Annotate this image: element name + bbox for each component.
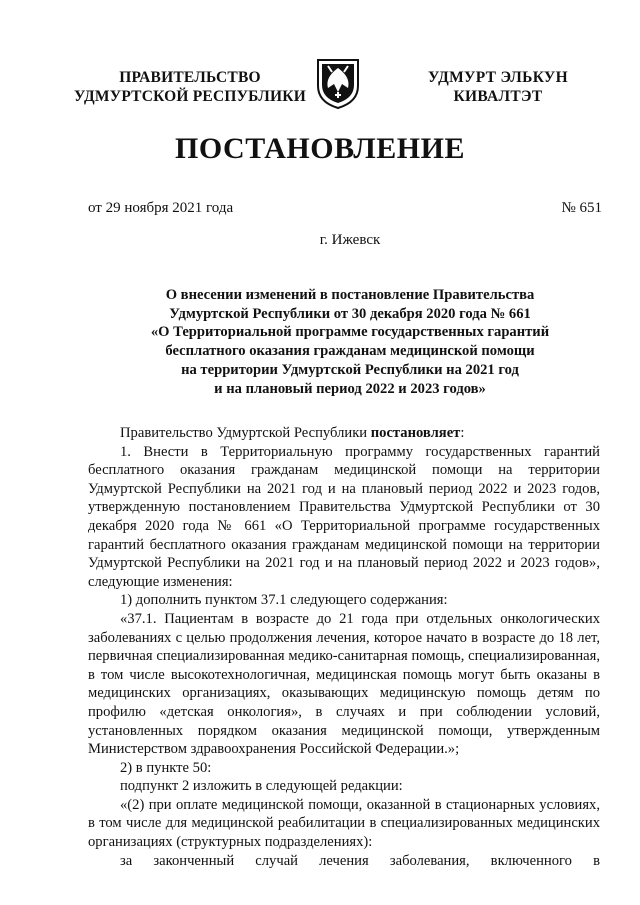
intro-resolves: постановляет [370, 425, 461, 441]
body-paragraph: за законченный случай лечения заболевания, включенного в [120, 852, 600, 869]
government-name-udmurt-line2: КИВАЛТЭТ [453, 88, 543, 105]
document-city: г. Ижевск [319, 232, 381, 248]
government-name-line2: УДМУРТСКОЙ РЕСПУБЛИКИ [74, 88, 306, 105]
coat-of-arms-icon [314, 56, 362, 110]
body-paragraph: 2) в пункте 50: [120, 759, 212, 776]
body-paragraph: 1) дополнить пунктом 37.1 следующего содержания: [120, 592, 448, 609]
body-paragraph: «37.1. Пациентам в возрасте до 21 года при отдельных онкологических заболеваниях с целью продолжения лечения, которое начато в возрасте до 18 лет, первичная специализированная медико-санитарная помощь, специализированная, в том числе высокотехнологичная, медицинская помощь могут быть оказаны в медицинских организациях, оказывающих медицинскую помощь детям по профилю «детская онкология», в случаях и при соблюдении условий, установленных порядком оказания медицинской помощи, утвержденным Министерством здравоохранения Российской Федерации.»; [88, 610, 600, 758]
subject-line: и на плановый период 2022 и 2023 годов» [214, 380, 486, 397]
body-intro [88, 424, 600, 443]
document-body [88, 424, 600, 870]
document-subject [120, 286, 580, 398]
body-paragraph: 1. Внести в Территориальную программу государственных гарантий бесплатного оказания гражданам медицинской помощи на территории Удмуртской Республики на 2021 год и на плановый период 2022 и 2023 годов, утвержденную постановлением Правительства Удмуртской Республики от 30 декабря 2020 года № 661 «О Территориальной программе государственных гарантий бесплатного оказания гражданам медицинской помощи на территории Удмуртской Республики на 2021 год и на плановый период 2022 и 2023 годов», следующие изменения: [88, 443, 600, 590]
government-name-line1: ПРАВИТЕЛЬСТВО [119, 69, 261, 86]
body-paragraph: «(2) при оплате медицинской помощи, оказанной в стационарных условиях, в том числе для медицинской реабилитации в специализированных медицинских организациях (структурных подразделениях): [88, 796, 600, 851]
document-title: ПОСТАНОВЛЕНИЕ [175, 132, 465, 165]
government-name-udmurt [388, 68, 608, 106]
government-name-udmurt-line1: УДМУРТ ЭЛЬКУН [428, 69, 568, 86]
subject-line: Удмуртской Республики от 30 декабря 2020 года № 661 [169, 305, 531, 322]
subject-line: на территории Удмуртской Республики на 2021 год [181, 361, 519, 378]
subject-line: бесплатного оказания гражданам медицинской помощи [165, 343, 535, 360]
body-paragraph: подпункт 2 изложить в следующей редакции: [120, 778, 403, 795]
government-name-russian [70, 68, 310, 106]
subject-line: «О Территориальной программе государственных гарантий [150, 324, 550, 341]
document-number: № 651 [561, 200, 602, 216]
document-date: от 29 ноября 2021 года [88, 200, 234, 216]
intro-colon: : [460, 425, 465, 441]
subject-line: О внесении изменений в постановление Правительства [165, 287, 535, 303]
intro-text: Правительство Удмуртской Республики [120, 425, 371, 441]
